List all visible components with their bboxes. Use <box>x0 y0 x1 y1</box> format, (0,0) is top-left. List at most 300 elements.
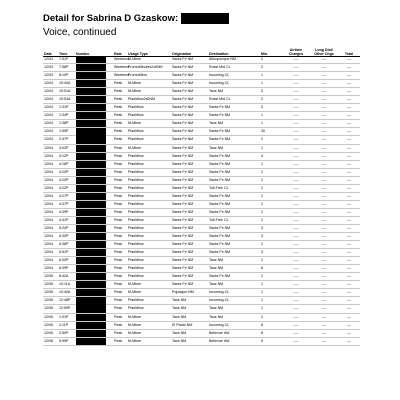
cell-date: 12/05 <box>43 313 58 321</box>
cell-origination: Santa Fe NM <box>171 184 208 192</box>
cell-total: ---- <box>338 192 360 200</box>
cell-total: ---- <box>338 80 360 88</box>
table-row <box>43 144 360 152</box>
cell-total: ---- <box>338 176 360 184</box>
cell-minutes: 1 <box>260 281 282 289</box>
cell-long-dist-charges: ---- <box>310 241 338 249</box>
cell-number <box>75 313 113 321</box>
cell-time: 4:41P <box>58 216 75 224</box>
table-row <box>43 265 360 273</box>
cell-destination: Santa Fe NM <box>208 200 260 208</box>
cell-destination: Bellevue WA <box>208 329 260 337</box>
cell-destination: Incoming CL <box>208 321 260 329</box>
cell-destination: Incoming CL <box>208 80 260 88</box>
cell-usage-type: PlanMinw <box>127 297 171 305</box>
cell-destination: Santa Fe NM <box>208 273 260 281</box>
cell-destination: Incoming CL <box>208 297 260 305</box>
cell-destination: Taos NM <box>208 144 260 152</box>
redacted-number <box>76 322 106 329</box>
cell-total: ---- <box>338 233 360 241</box>
table-row <box>43 160 360 168</box>
cell-date: 12/05 <box>43 273 58 281</box>
cell-date: 12/04 <box>43 88 58 96</box>
redacted-number <box>76 273 106 280</box>
cell-destination: Rosst Mid CL <box>208 96 260 104</box>
cell-date: 12/04 <box>43 216 58 224</box>
table-row <box>43 64 360 72</box>
cell-origination: Santa Fe NM <box>171 64 208 72</box>
cell-airtime-charges: ---- <box>282 112 310 120</box>
cell-time: 4:20P <box>58 168 75 176</box>
cell-origination: Santa Fe NM <box>171 160 208 168</box>
cell-airtime-charges: ---- <box>282 273 310 281</box>
table-row <box>43 281 360 289</box>
cell-time: 5:55P <box>58 337 75 345</box>
cell-rate: Peak <box>113 337 127 345</box>
cell-date: 12/05 <box>43 329 58 337</box>
cell-time: 2:47P <box>58 136 75 144</box>
cell-airtime-charges: ---- <box>282 337 310 345</box>
cell-number <box>75 233 113 241</box>
cell-total: ---- <box>338 289 360 297</box>
cell-long-dist-charges: ---- <box>310 120 338 128</box>
redacted-number <box>76 136 106 143</box>
redacted-number <box>76 201 106 208</box>
cell-total: ---- <box>338 160 360 168</box>
cell-minutes: 1 <box>260 144 282 152</box>
cell-number <box>75 249 113 257</box>
cell-minutes: 2 <box>260 273 282 281</box>
cell-minutes: 2 <box>260 184 282 192</box>
cell-total: ---- <box>338 337 360 345</box>
cell-number <box>75 241 113 249</box>
cell-minutes: 3 <box>260 233 282 241</box>
cell-total: ---- <box>338 297 360 305</box>
cell-usage-type: PlanMinw <box>127 216 171 224</box>
cell-airtime-charges: ---- <box>282 321 310 329</box>
redacted-number <box>76 265 106 272</box>
cell-number <box>75 80 113 88</box>
cell-number <box>75 305 113 313</box>
cell-time: 8:10P <box>58 72 75 80</box>
col-header-total: Total <box>344 52 354 56</box>
cell-airtime-charges: ---- <box>282 297 310 305</box>
cell-rate: Peak <box>113 281 127 289</box>
cell-number <box>75 273 113 281</box>
redacted-number <box>76 56 106 63</box>
cell-time: 7:51P <box>58 56 75 64</box>
cell-date: 12/04 <box>43 184 58 192</box>
cell-destination: Bellevue WA <box>208 337 260 345</box>
table-row <box>43 257 360 265</box>
cell-destination: Santa Fe NM <box>208 128 260 136</box>
cell-origination: Santa Fe NM <box>171 136 208 144</box>
cell-airtime-charges: ---- <box>282 88 310 96</box>
cell-usage-type: PlanMinw <box>127 152 171 160</box>
redacted-number <box>76 169 106 176</box>
cell-usage-type: PlanMinw <box>127 104 171 112</box>
cell-date: 12/03 <box>43 72 58 80</box>
col-header-destination: Destination <box>209 52 229 56</box>
cell-long-dist-charges: ---- <box>310 112 338 120</box>
cell-airtime-charges: ---- <box>282 249 310 257</box>
cell-date: 12/04 <box>43 224 58 232</box>
redacted-number <box>76 104 106 111</box>
cell-destination: Santa Fe NM <box>208 241 260 249</box>
cell-destination: Santa Fe NM <box>208 176 260 184</box>
cell-long-dist-charges: ---- <box>310 200 338 208</box>
cell-time: 1:34P <box>58 112 75 120</box>
cell-time: 1:31P <box>58 104 75 112</box>
cell-minutes: 2 <box>260 96 282 104</box>
cell-date: 12/04 <box>43 176 58 184</box>
cell-number <box>75 265 113 273</box>
table-row <box>43 104 360 112</box>
cell-airtime-charges: ---- <box>282 120 310 128</box>
cell-time: 4:18P <box>58 160 75 168</box>
cell-total: ---- <box>338 216 360 224</box>
cell-rate: Peak <box>113 216 127 224</box>
cell-destination: Incoming CL <box>208 72 260 80</box>
cell-number <box>75 289 113 297</box>
cell-time: 12:48P <box>58 297 75 305</box>
cell-minutes: 2 <box>260 176 282 184</box>
col-header-usage-type: Usage Type <box>128 52 148 56</box>
cell-airtime-charges: ---- <box>282 72 310 80</box>
cell-rate: Peak <box>113 192 127 200</box>
cell-usage-type: PlanMinw <box>127 257 171 265</box>
cell-rate: Peak <box>113 160 127 168</box>
cell-airtime-charges: ---- <box>282 192 310 200</box>
cell-destination: Taos NM <box>208 313 260 321</box>
cell-airtime-charges: ---- <box>282 152 310 160</box>
cell-airtime-charges: ---- <box>282 216 310 224</box>
cell-total: ---- <box>338 112 360 120</box>
cell-minutes: 1 <box>260 112 282 120</box>
cell-date: 12/06 <box>43 337 58 345</box>
cell-destination: Santa Fe NM <box>208 136 260 144</box>
table-row <box>43 224 360 232</box>
col-header-long-dist-charges: Long Dist/ Other Chgs <box>314 48 334 56</box>
cell-time: 4:39P <box>58 208 75 216</box>
cell-airtime-charges: ---- <box>282 80 310 88</box>
redacted-number <box>76 161 106 168</box>
cell-destination: Santa Fe NM <box>208 192 260 200</box>
cell-number <box>75 144 113 152</box>
cell-origination: Santa Fe NM <box>171 144 208 152</box>
cell-usage-type: M-Mtom <box>127 313 171 321</box>
cell-time: 6:00P <box>58 257 75 265</box>
redacted-block <box>181 13 229 24</box>
cell-destination: Taos NM <box>208 257 260 265</box>
cell-long-dist-charges: ---- <box>310 184 338 192</box>
cell-total: ---- <box>338 144 360 152</box>
redacted-number <box>76 120 106 127</box>
cell-date: 12/04 <box>43 152 58 160</box>
cell-usage-type: PlanMinw <box>127 112 171 120</box>
cell-rate: Peak <box>113 297 127 305</box>
cell-minutes: 2 <box>260 200 282 208</box>
cell-origination: Santa Fe NM <box>171 249 208 257</box>
cell-airtime-charges: ---- <box>282 305 310 313</box>
cell-number <box>75 152 113 160</box>
cell-time: 1:01P <box>58 313 75 321</box>
table-row <box>43 321 360 329</box>
cell-destination: Santa Fe NM <box>208 104 260 112</box>
cell-long-dist-charges: ---- <box>310 152 338 160</box>
cell-destination: Rosst Mid CL <box>208 64 260 72</box>
redacted-number <box>76 217 106 224</box>
redacted-number <box>76 249 106 256</box>
cell-destination: Toll-Free CL <box>208 184 260 192</box>
cell-total: ---- <box>338 72 360 80</box>
cell-rate: Weekend <box>113 56 127 64</box>
table-row <box>43 72 360 80</box>
cell-number <box>75 224 113 232</box>
cell-airtime-charges: ---- <box>282 184 310 192</box>
redacted-number <box>76 177 106 184</box>
cell-time: 4:22P <box>58 184 75 192</box>
cell-date: 12/03 <box>43 64 58 72</box>
cell-destination: Taos NM <box>208 265 260 273</box>
cell-airtime-charges: ---- <box>282 128 310 136</box>
cell-usage-type: PlanMinw <box>127 168 171 176</box>
cell-minutes: 1 <box>260 160 282 168</box>
cell-rate: Peak <box>113 136 127 144</box>
table-row <box>43 88 360 96</box>
cell-usage-type: M-Mtom <box>127 329 171 337</box>
cell-long-dist-charges: ---- <box>310 192 338 200</box>
cell-usage-type: M-Mtom <box>127 144 171 152</box>
table-header-row <box>43 44 360 56</box>
table-row <box>43 241 360 249</box>
cell-minutes: 3 <box>260 104 282 112</box>
cell-rate: Peak <box>113 128 127 136</box>
cell-airtime-charges: ---- <box>282 64 310 72</box>
cell-destination: Santa Fe NM <box>208 233 260 241</box>
cell-minutes: 1 <box>260 297 282 305</box>
cell-destination: Santa Fe NM <box>208 249 260 257</box>
cell-airtime-charges: ---- <box>282 144 310 152</box>
cell-origination: Santa Fe NM <box>171 281 208 289</box>
redacted-number <box>76 80 106 87</box>
cell-rate: Peak <box>113 184 127 192</box>
cell-total: ---- <box>338 104 360 112</box>
cell-time: 1:38P <box>58 120 75 128</box>
cell-long-dist-charges: ---- <box>310 104 338 112</box>
cell-airtime-charges: ---- <box>282 160 310 168</box>
redacted-number <box>76 153 106 160</box>
table-row <box>43 152 360 160</box>
cell-destination: Taos NM <box>208 305 260 313</box>
cell-total: ---- <box>338 96 360 104</box>
cell-number <box>75 72 113 80</box>
cell-long-dist-charges: ---- <box>310 321 338 329</box>
cell-origination: Santa Fe NM <box>171 128 208 136</box>
redacted-number <box>76 64 106 71</box>
cell-number <box>75 337 113 345</box>
redacted-number <box>76 72 106 79</box>
cell-date: 12/04 <box>43 160 58 168</box>
cell-usage-type: PromoMinw <box>127 72 171 80</box>
cell-rate: Peak <box>113 120 127 128</box>
col-header-number: Number <box>76 52 90 56</box>
cell-rate: Peak <box>113 329 127 337</box>
cell-date: 12/04 <box>43 80 58 88</box>
cell-destination: Albuquerque NM <box>208 56 260 64</box>
cell-time: 10:40A <box>58 80 75 88</box>
cell-long-dist-charges: ---- <box>310 168 338 176</box>
cell-rate: Peak <box>113 321 127 329</box>
cell-number <box>75 96 113 104</box>
cell-long-dist-charges: ---- <box>310 281 338 289</box>
cell-time: 2:50P <box>58 329 75 337</box>
cell-origination: Taos NM <box>171 305 208 313</box>
cell-origination: Santa Fe NM <box>171 152 208 160</box>
cell-origination: Santa Fe NM <box>171 216 208 224</box>
cell-number <box>75 184 113 192</box>
cell-minutes: 2 <box>260 208 282 216</box>
table-row <box>43 305 360 313</box>
cell-time: 5:30P <box>58 233 75 241</box>
cell-long-dist-charges: ---- <box>310 80 338 88</box>
table-row <box>43 233 360 241</box>
cell-origination: Santa Fe NM <box>171 88 208 96</box>
cell-origination: Santa Fe NM <box>171 273 208 281</box>
cell-minutes: 2 <box>260 216 282 224</box>
cell-time: 2:11P <box>58 321 75 329</box>
col-header-airtime-charges: Airtime Charges <box>288 48 304 56</box>
redacted-number <box>76 305 106 312</box>
cell-origination: El Prado NM <box>171 321 208 329</box>
cell-number <box>75 281 113 289</box>
cell-date: 12/04 <box>43 128 58 136</box>
cell-rate: Peak <box>113 313 127 321</box>
cell-time: 4:20P <box>58 176 75 184</box>
cell-destination: Incoming CL <box>208 289 260 297</box>
cell-origination: Santa Fe NM <box>171 200 208 208</box>
table-row <box>43 56 360 64</box>
cell-origination: Taos NM <box>171 297 208 305</box>
redacted-number <box>76 225 106 232</box>
cell-time: 3:03P <box>58 144 75 152</box>
cell-long-dist-charges: ---- <box>310 313 338 321</box>
cell-usage-type: M-Mtom <box>127 120 171 128</box>
cell-origination: Santa Fe NM <box>171 233 208 241</box>
cell-number <box>75 216 113 224</box>
cell-usage-type: M-Mtom <box>127 281 171 289</box>
redacted-number <box>76 185 106 192</box>
cell-usage-type: M-Mtom <box>127 289 171 297</box>
table-row <box>43 136 360 144</box>
cell-origination: Pojoaque NM <box>171 289 208 297</box>
cell-number <box>75 128 113 136</box>
cell-origination: Santa Fe NM <box>171 104 208 112</box>
cell-long-dist-charges: ---- <box>310 265 338 273</box>
cell-destination: Taos NM <box>208 88 260 96</box>
cell-total: ---- <box>338 249 360 257</box>
cell-number <box>75 160 113 168</box>
cell-minutes: 2 <box>260 136 282 144</box>
cell-minutes: 6 <box>260 321 282 329</box>
cell-rate: Weekend <box>113 64 127 72</box>
cell-rate: Peak <box>113 249 127 257</box>
cell-total: ---- <box>338 224 360 232</box>
cell-rate: Weekend <box>113 72 127 80</box>
cell-total: ---- <box>338 273 360 281</box>
cell-long-dist-charges: ---- <box>310 56 338 64</box>
cell-long-dist-charges: ---- <box>310 88 338 96</box>
cell-number <box>75 297 113 305</box>
cell-number <box>75 200 113 208</box>
cell-airtime-charges: ---- <box>282 96 310 104</box>
cell-minutes: 4 <box>260 152 282 160</box>
cell-total: ---- <box>338 241 360 249</box>
cell-destination: Santa Fe NM <box>208 224 260 232</box>
cell-airtime-charges: ---- <box>282 233 310 241</box>
cell-total: ---- <box>338 329 360 337</box>
cell-date: 12/04 <box>43 144 58 152</box>
cell-date: 12/05 <box>43 281 58 289</box>
cell-airtime-charges: ---- <box>282 241 310 249</box>
table-row <box>43 249 360 257</box>
cell-usage-type: PlanMinw <box>127 192 171 200</box>
cell-total: ---- <box>338 305 360 313</box>
cell-long-dist-charges: ---- <box>310 216 338 224</box>
cell-airtime-charges: ---- <box>282 257 310 265</box>
table-row <box>43 192 360 200</box>
page-title: Detail for Sabrina D Gzaskow: <box>43 13 179 24</box>
cell-total: ---- <box>338 257 360 265</box>
cell-long-dist-charges: ---- <box>310 176 338 184</box>
cell-origination: Santa Fe NM <box>171 224 208 232</box>
cell-number <box>75 64 113 72</box>
cell-airtime-charges: ---- <box>282 104 310 112</box>
table-row <box>43 200 360 208</box>
cell-total: ---- <box>338 120 360 128</box>
cell-number <box>75 136 113 144</box>
table-row <box>43 112 360 120</box>
cell-long-dist-charges: ---- <box>310 72 338 80</box>
cell-rate: Peak <box>113 96 127 104</box>
cell-date: 12/05 <box>43 289 58 297</box>
cell-total: ---- <box>338 64 360 72</box>
call-rows <box>43 56 360 345</box>
table-row <box>43 216 360 224</box>
cell-minutes: 5 <box>260 337 282 345</box>
cell-total: ---- <box>338 321 360 329</box>
cell-usage-type: PlanMinw <box>127 265 171 273</box>
cell-rate: Peak <box>113 168 127 176</box>
cell-long-dist-charges: ---- <box>310 337 338 345</box>
cell-usage-type: PlanMinw <box>127 208 171 216</box>
redacted-number <box>76 96 106 103</box>
redacted-number <box>76 289 106 296</box>
redacted-number <box>76 112 106 119</box>
col-header-origination: Origination <box>172 52 192 56</box>
cell-origination: Santa Fe NM <box>171 168 208 176</box>
cell-number <box>75 208 113 216</box>
cell-rate: Peak <box>113 289 127 297</box>
cell-number <box>75 56 113 64</box>
cell-long-dist-charges: ---- <box>310 273 338 281</box>
cell-total: ---- <box>338 136 360 144</box>
cell-date: 12/04 <box>43 120 58 128</box>
cell-origination: Santa Fe NM <box>171 265 208 273</box>
cell-rate: Peak <box>113 152 127 160</box>
cell-date: 12/04 <box>43 233 58 241</box>
redacted-number <box>76 233 106 240</box>
